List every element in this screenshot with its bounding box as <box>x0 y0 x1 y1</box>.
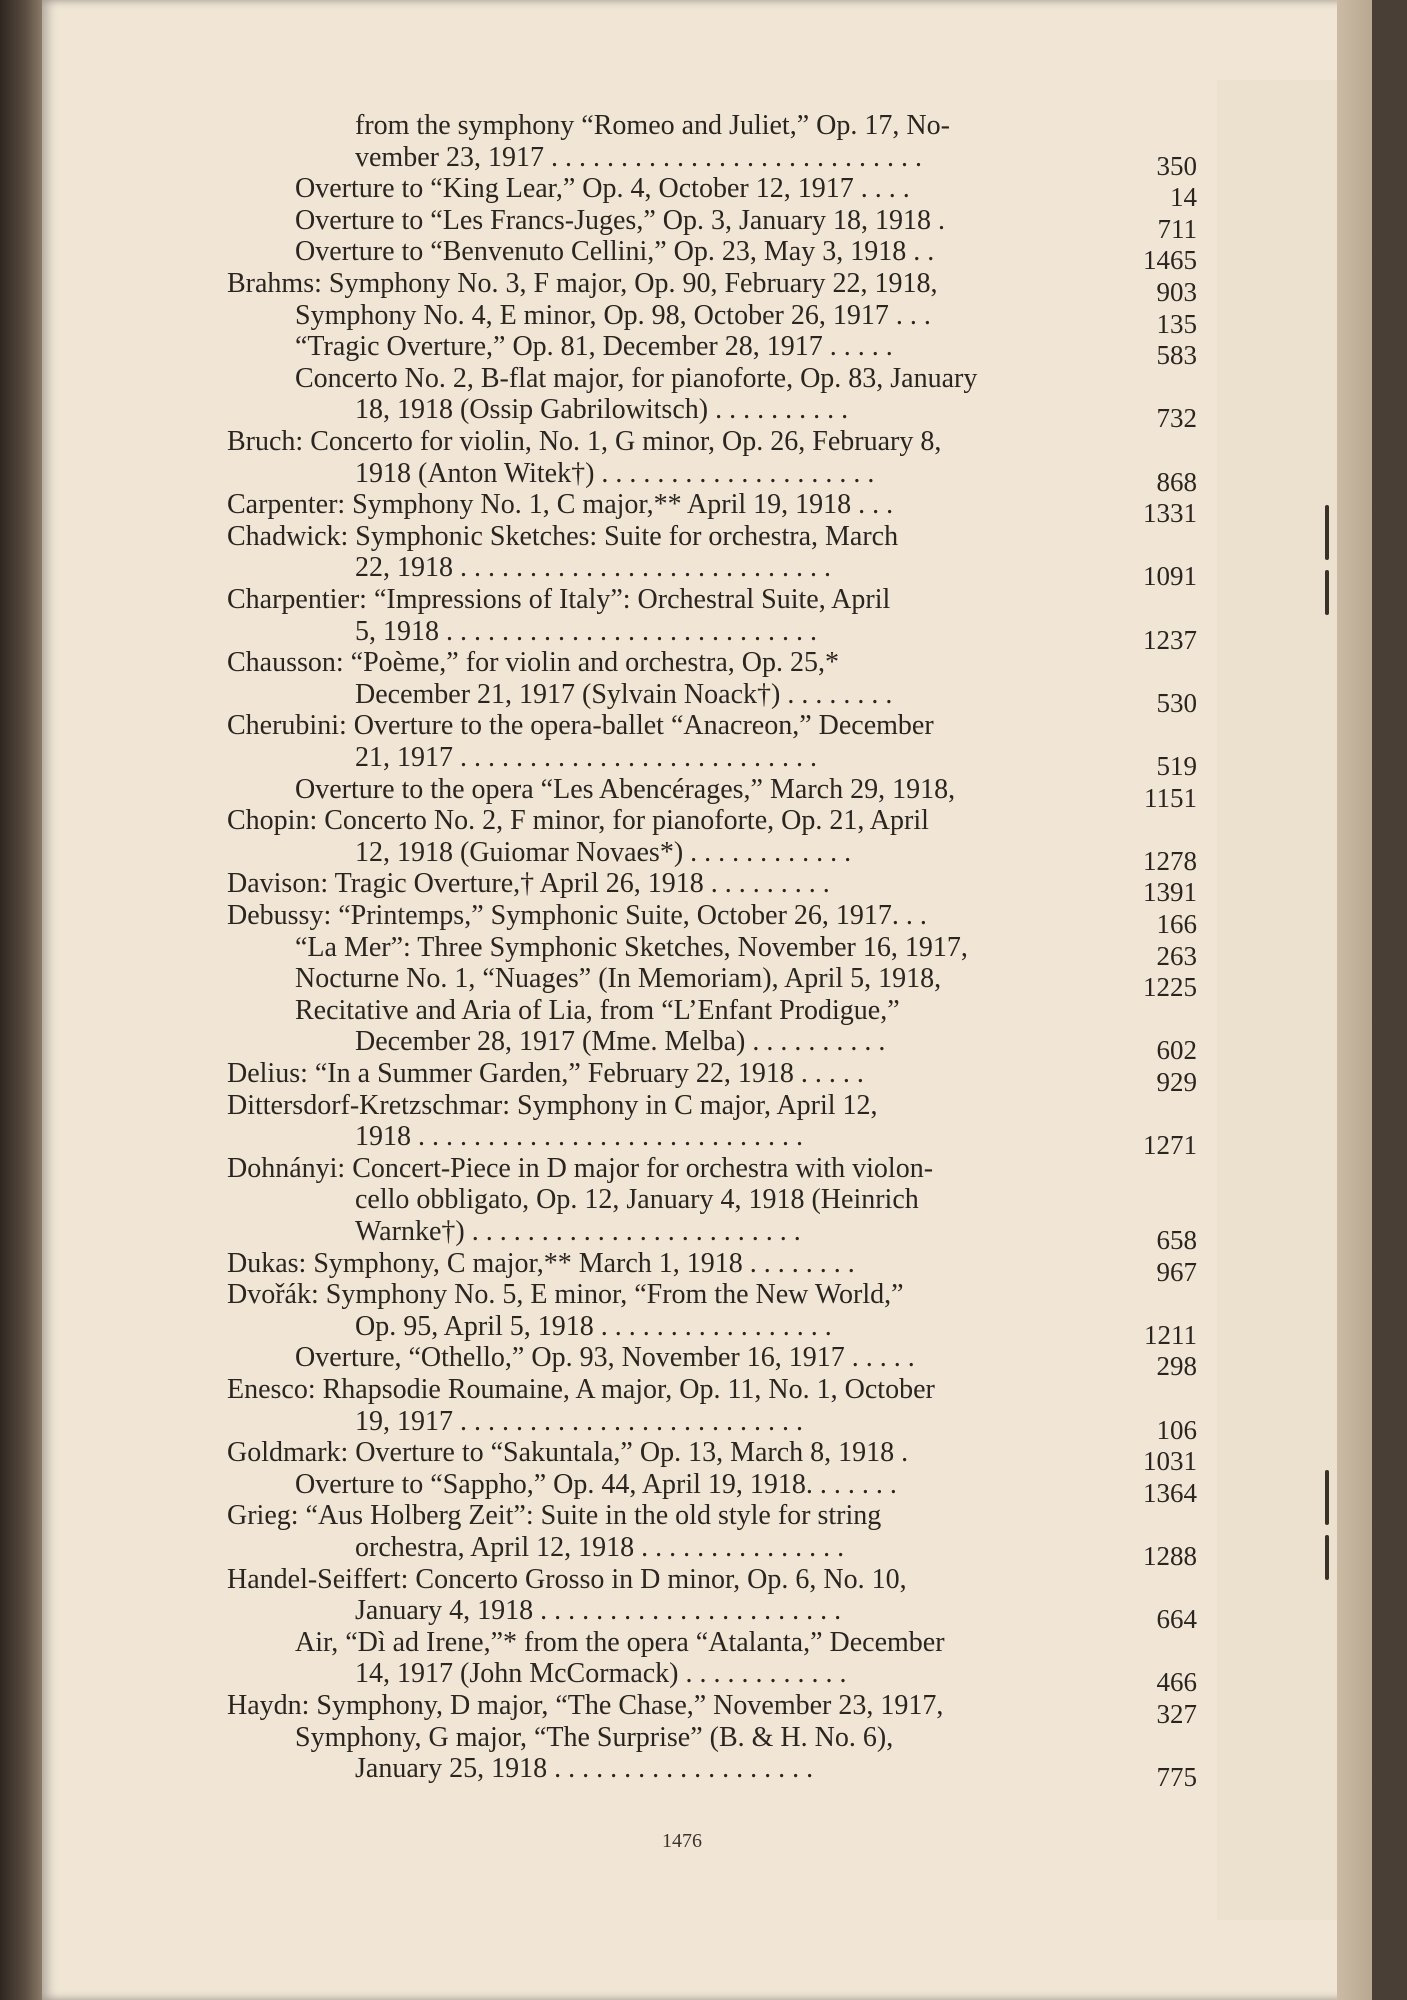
index-entry-line: 1918 . . . . . . . . . . . . . . . . . . . . . . . . . . . . <box>355 1121 803 1153</box>
index-entry-line: Dukas: Symphony, C major,** March 1, 1918 . . . . . . . . <box>227 1247 855 1279</box>
index-entry-line: 1918 (Anton Witek†) . . . . . . . . . . . . . . . . . . . . <box>355 457 875 489</box>
index-entry-line: Davison: Tragic Overture,† April 26, 1918 . . . . . . . . . <box>227 868 830 900</box>
page-edge <box>1337 0 1372 2000</box>
index-page-reference: 263 <box>1156 940 1197 971</box>
index-entry-line: Dittersdorf-Kretzschmar: Symphony in C major, April 12, <box>227 1089 878 1121</box>
index-page-reference: 658 <box>1156 1225 1197 1255</box>
index-page-reference: 1278 <box>1143 845 1197 876</box>
binding-mark <box>1325 1535 1329 1580</box>
index-page-reference: 1465 <box>1143 245 1197 276</box>
index-page-reference: 1271 <box>1143 1130 1197 1161</box>
index-entry-line: Haydn: Symphony, D major, “The Chase,” November 23, 1917, <box>227 1690 944 1721</box>
index-entry-line: 18, 1918 (Ossip Gabrilowitsch) . . . . . . . . . . <box>355 394 849 426</box>
index-entry-line: Recitative and Aria of Lia, from “L’Enfant Prodigue,” <box>295 994 900 1026</box>
index-entry-line: Overture to “Sappho,” Op. 44, April 19, 1918. . . . . . . <box>295 1468 897 1500</box>
index-entry-line: from the symphony “Romeo and Juliet,” Op. 17, No- <box>355 110 950 141</box>
index-entry-line: December 21, 1917 (Sylvain Noack†) . . . . . . . . <box>355 678 893 710</box>
index-entry-line: Brahms: Symphony No. 3, F major, Op. 90, February 22, 1918, <box>227 268 938 299</box>
index-entry-line: orchestra, April 12, 1918 . . . . . . . . . . . . . . . <box>355 1532 845 1563</box>
index-entry-line: 22, 1918 . . . . . . . . . . . . . . . . . . . . . . . . . . . <box>355 552 831 584</box>
index-page-reference: 732 <box>1156 403 1197 434</box>
index-page-reference: 298 <box>1156 1351 1197 1382</box>
index-entry-line: Air, “Dì ad Irene,”* from the opera “Atalanta,” December <box>295 1626 945 1658</box>
index-page-reference: 1031 <box>1143 1446 1197 1477</box>
index-page-reference: 1237 <box>1143 624 1197 655</box>
index-entry-line: Symphony No. 4, E minor, Op. 98, October 26, 1917 . . . <box>295 299 931 331</box>
index-page-reference: 664 <box>1156 1604 1197 1635</box>
index-entry-line: Dvořák: Symphony No. 5, E minor, “From the New World,” <box>227 1279 904 1311</box>
index-page-reference: 1211 <box>1144 1319 1197 1350</box>
index-entry-line: vember 23, 1917 . . . . . . . . . . . . . . . . . . . . . . . . . . . <box>355 141 922 173</box>
index-entry-line: Goldmark: Overture to “Sakuntala,” Op. 13, March 8, 1918 . <box>227 1437 909 1469</box>
index-entry-line: Delius: “In a Summer Garden,” February 22, 1918 . . . . . <box>227 1058 864 1089</box>
index-page-reference: 1151 <box>1144 782 1197 813</box>
index-page-reference: 602 <box>1156 1035 1197 1066</box>
index-page-reference: 14 <box>1170 182 1197 213</box>
index-page-reference: 327 <box>1156 1699 1197 1729</box>
index-entry-line: December 28, 1917 (Mme. Melba) . . . . . . . . . . <box>355 1026 886 1058</box>
index-entry-line: Op. 95, April 5, 1918 . . . . . . . . . . . . . . . . . <box>355 1310 832 1342</box>
index-page-reference: 106 <box>1156 1414 1197 1445</box>
index-entry-line: Enesco: Rhapsodie Roumaine, A major, Op. 11, No. 1, October <box>227 1374 935 1405</box>
index-entry-line: Overture to “Les Francs-Juges,” Op. 3, January 18, 1918 . <box>295 204 946 236</box>
index-entry-line: Carpenter: Symphony No. 1, C major,** April 19, 1918 . . . <box>227 489 894 521</box>
index-entry-line: 12, 1918 (Guiomar Novaes*) . . . . . . . . . . . . <box>355 836 852 868</box>
index-entry-line: 14, 1917 (John McCormack) . . . . . . . . . . . . <box>355 1658 847 1690</box>
index-entry-line: Dohnányi: Concert-Piece in D major for orchestra with violon- <box>227 1152 934 1184</box>
binding-mark <box>1325 570 1329 615</box>
index-entry-line: cello obbligato, Op. 12, January 4, 1918 (Heinrich <box>355 1184 919 1216</box>
index-page-reference: 1225 <box>1143 972 1197 1003</box>
index-entry-line: Chausson: “Poème,” for violin and orchestra, Op. 25,* <box>227 647 839 679</box>
book-spine <box>0 0 42 2000</box>
index-entry-line: January 4, 1918 . . . . . . . . . . . . . . . . . . . . . . <box>355 1595 842 1627</box>
index-entry-line: Cherubini: Overture to the opera-ballet “Anacreon,” December <box>227 710 934 742</box>
index-entry-line: Warnke†) . . . . . . . . . . . . . . . . . . . . . . . . <box>355 1216 801 1247</box>
index-entry-line: Concerto No. 2, B-flat major, for pianoforte, Op. 83, January <box>295 362 978 394</box>
index-page-reference: 1288 <box>1143 1541 1197 1571</box>
index-page-reference: 967 <box>1156 1256 1197 1287</box>
binding-mark <box>1325 1470 1329 1525</box>
index-entry-line: Overture to “King Lear,” Op. 4, October 12, 1917 . . . . <box>295 173 910 205</box>
index-page-reference: 1364 <box>1143 1477 1197 1508</box>
book-page <box>42 0 1372 2000</box>
index-page-reference: 350 <box>1156 150 1197 181</box>
index-entry-line: “Tragic Overture,” Op. 81, December 28, 1917 . . . . . <box>295 331 893 363</box>
index-entry-line: Chopin: Concerto No. 2, F minor, for pianoforte, Op. 21, April <box>227 805 929 837</box>
index-entry-line: January 25, 1918 . . . . . . . . . . . . . . . . . . . <box>355 1753 814 1785</box>
index-entry-line: Symphony, G major, “The Surprise” (B. & H. No. 6), <box>295 1721 894 1753</box>
index-page-reference: 530 <box>1156 687 1197 718</box>
index-entry-line: Charpentier: “Impressions of Italy”: Orchestral Suite, April <box>227 584 891 615</box>
index-page-reference: 775 <box>1156 1762 1197 1793</box>
facing-page-shadow <box>1217 80 1337 1920</box>
index-entry-line: Overture to “Benvenuto Cellini,” Op. 23, May 3, 1918 . . <box>295 236 935 268</box>
index-page-reference: 1091 <box>1143 561 1197 592</box>
index-entry-line: Handel-Seiffert: Concerto Grosso in D minor, Op. 6, No. 10, <box>227 1563 907 1595</box>
index-page-reference: 166 <box>1156 909 1197 939</box>
index-page-reference: 466 <box>1156 1667 1197 1698</box>
index-entry-line: 19, 1917 . . . . . . . . . . . . . . . . . . . . . . . . . <box>355 1405 803 1437</box>
index-page-reference: 1331 <box>1143 498 1197 529</box>
index-entry-line: Bruch: Concerto for violin, No. 1, G minor, Op. 26, February 8, <box>227 426 942 457</box>
index-page-reference: 903 <box>1156 277 1197 307</box>
index-entry-line: Chadwick: Symphonic Sketches: Suite for orchestra, March <box>227 520 899 552</box>
binding-mark <box>1325 505 1329 560</box>
index-entry-line: Grieg: “Aus Holberg Zeit”: Suite in the old style for string <box>227 1500 882 1532</box>
index-entry-line: “La Mer”: Three Symphonic Sketches, November 16, 1917, <box>295 931 968 963</box>
index-page-reference: 519 <box>1156 751 1197 781</box>
index-entry-line: Nocturne No. 1, “Nuages” (In Memoriam), April 5, 1918, <box>295 963 942 995</box>
index-page-reference: 868 <box>1156 466 1197 497</box>
index-entry-line: 21, 1917 . . . . . . . . . . . . . . . . . . . . . . . . . . <box>355 742 817 773</box>
index-page-reference: 135 <box>1156 308 1197 339</box>
index-entry-line: 5, 1918 . . . . . . . . . . . . . . . . . . . . . . . . . . . <box>355 615 817 647</box>
index-entry-line: Overture, “Othello,” Op. 93, November 16, 1917 . . . . . <box>295 1342 915 1374</box>
index-page-reference: 583 <box>1156 340 1197 371</box>
index-page-reference: 929 <box>1156 1067 1197 1097</box>
index-page-reference: 1391 <box>1143 877 1197 908</box>
index-entry-line: Overture to the opera “Les Abencérages,” March 29, 1918, <box>295 773 956 805</box>
index-entry-line: Debussy: “Printemps,” Symphonic Suite, October 26, 1917. . . <box>227 900 927 931</box>
index-page-reference: 711 <box>1157 213 1197 244</box>
page-number: 1476 <box>662 1830 702 1852</box>
